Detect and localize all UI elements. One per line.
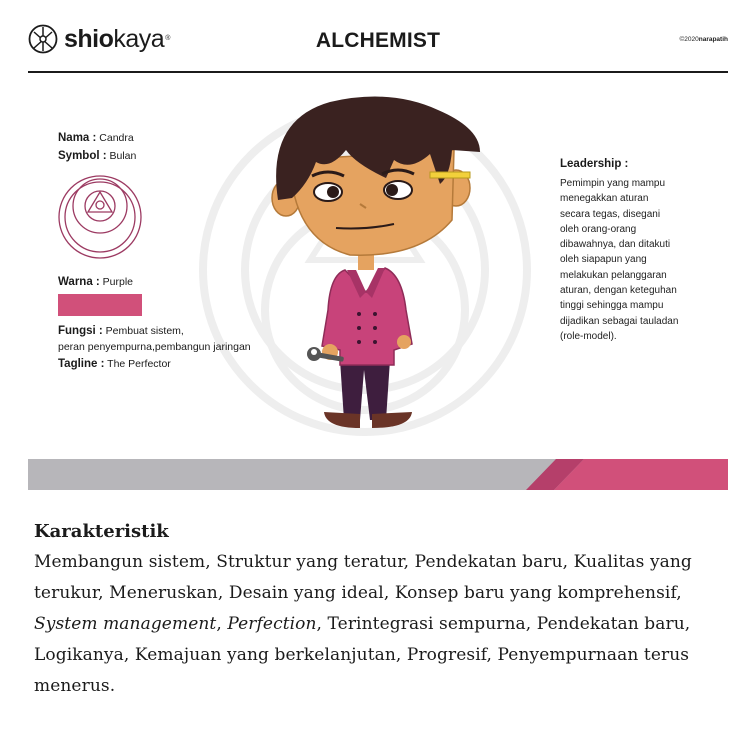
karakteristik-sep: , bbox=[216, 614, 228, 634]
brand-name-bold: shio bbox=[64, 25, 114, 53]
warna-value: Purple bbox=[102, 276, 134, 288]
leadership-line: oleh siapapun yang bbox=[560, 254, 647, 266]
nama-value: Candra bbox=[99, 132, 134, 144]
fungsi-label: Fungsi : bbox=[58, 325, 103, 337]
leadership-line: melakukan pelanggaran bbox=[560, 269, 667, 281]
moon-symbol-icon bbox=[58, 168, 142, 266]
brand-registered: ® bbox=[165, 35, 170, 42]
fungsi-row bbox=[58, 324, 184, 338]
nama-row bbox=[58, 131, 134, 145]
leadership-line: Pemimpin yang mampu bbox=[560, 178, 666, 189]
leadership-line: secara tegas, disegani bbox=[560, 208, 661, 220]
leadership-line: oleh orang-orang bbox=[560, 223, 637, 235]
leadership-line: tinggi sehingga mampu bbox=[560, 300, 664, 312]
header-divider bbox=[28, 71, 728, 73]
nama-label: Nama : bbox=[58, 132, 97, 144]
leadership-line: menegakkan aturan bbox=[560, 193, 649, 205]
copyright bbox=[679, 36, 728, 43]
karakteristik-italic-1: System management bbox=[34, 614, 217, 634]
leadership-title: Leadership : bbox=[560, 158, 629, 170]
page-title: ALCHEMIST bbox=[315, 29, 441, 52]
karakteristik-title: Karakteristik bbox=[34, 521, 169, 542]
footer-accent-stripe bbox=[520, 459, 728, 490]
leadership-line: dijadikan sebagai tauladan bbox=[560, 315, 679, 327]
fungsi-value-2: peran penyempurna,pembangun jaringan bbox=[58, 341, 251, 353]
brand-name-light: kaya bbox=[113, 25, 165, 53]
leadership-description bbox=[560, 176, 730, 344]
fungsi-value-1: Pembuat sistem, bbox=[105, 325, 184, 337]
warna-row bbox=[58, 275, 133, 289]
leadership-line: dibawahnya, dan ditakuti bbox=[560, 239, 671, 251]
karakteristik-text-1: Membangun sistem, Struktur yang teratur, Pendekatan baru, Kualitas yang terukur, Meneruskan, Desain yang ideal, Konsep baru yang komprehensif, bbox=[34, 552, 692, 603]
karakteristik-italic-2: Perfection bbox=[227, 614, 317, 634]
copyright-prefix: ©2020 bbox=[679, 36, 699, 43]
tagline-value: The Perfector bbox=[107, 358, 171, 370]
symbol-value: Bulan bbox=[109, 150, 137, 162]
tagline-row bbox=[58, 357, 171, 371]
leadership-line: (role-model). bbox=[560, 330, 617, 342]
color-swatch bbox=[58, 294, 142, 316]
warna-label: Warna : bbox=[58, 276, 100, 288]
tagline-label: Tagline : bbox=[58, 358, 105, 370]
karakteristik-section bbox=[34, 519, 724, 702]
symbol-label: Symbol : bbox=[58, 150, 107, 162]
copyright-name: narapatih bbox=[698, 36, 728, 43]
karakteristik-text bbox=[34, 547, 724, 702]
alchemist-character-illustration bbox=[180, 80, 550, 460]
karakteristik-text-2: , Terintegrasi sempurna, Pendekatan baru, Logikanya, Kemajuan yang berkelanjutan, Progresif, Penyempurnaan terus menerus. bbox=[34, 614, 691, 696]
leadership-line: aturan, dengan keteguhan bbox=[560, 285, 677, 297]
symbol-row bbox=[58, 149, 136, 163]
